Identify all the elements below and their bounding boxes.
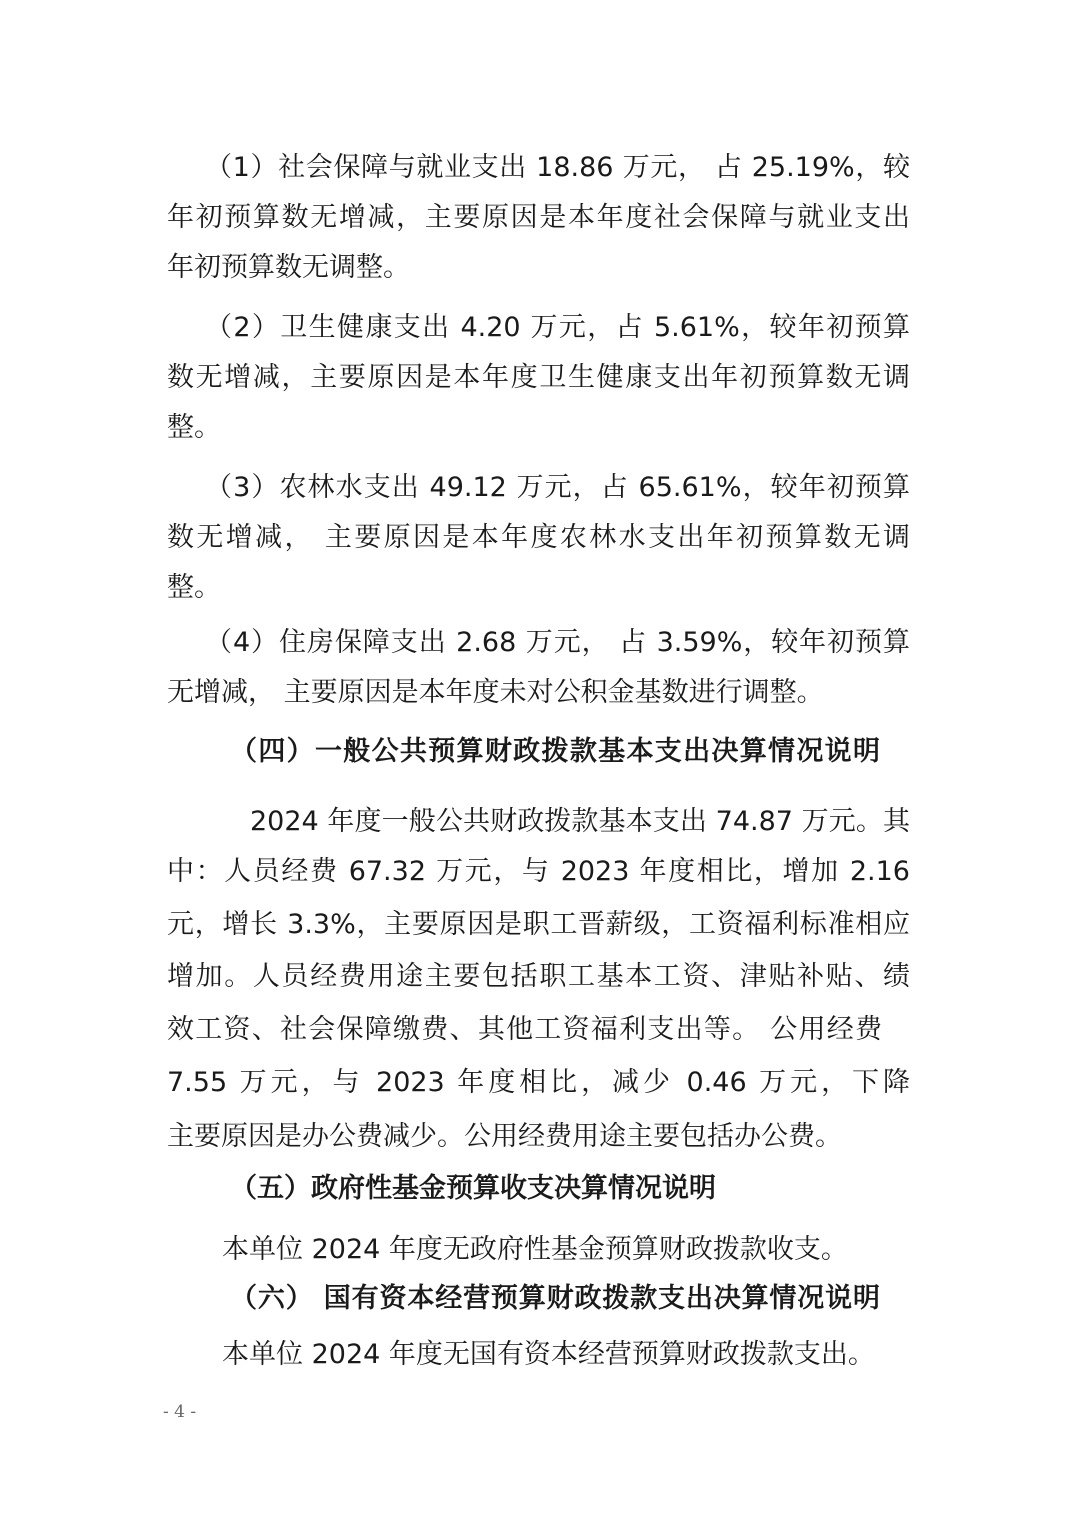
text-line: 数无增减， 主要原因是本年度农林水支出年初预算数无调 <box>167 522 910 553</box>
text-line: 无增减， 主要原因是本年度未对公积金基数进行调整。 <box>167 677 824 708</box>
text-line: 年初预算数无调整。 <box>167 252 410 283</box>
section-heading-4: （四）一般公共预算财政拨款基本支出决算情况说明 <box>230 736 880 767</box>
text-line: 7.55 万元，与 2023 年度相比，减少 0.46 万元，下降 <box>167 1067 910 1098</box>
text-line: 2024 年度一般公共财政拨款基本支出 74.87 万元。其 <box>250 806 910 837</box>
text-line: （1）社会保障与就业支出 18.86 万元， 占 25.19%，较 <box>205 152 910 183</box>
text-line: 整。 <box>167 412 221 443</box>
text-line: 元，增长 3.3%，主要原因是职工晋薪级，工资福利标准相应 <box>167 909 910 940</box>
text-line: 增加。人员经费用途主要包括职工基本工资、津贴补贴、绩 <box>167 961 910 992</box>
section-heading-5: （五）政府性基金预算收支决算情况说明 <box>230 1173 716 1204</box>
paragraph-state-capital: 本单位 2024 年度无国有资本经营预算财政拨款支出。 <box>222 1339 875 1370</box>
text-line: （2）卫生健康支出 4.20 万元，占 5.61%，较年初预算 <box>205 312 910 343</box>
text-line: （3）农林水支出 49.12 万元，占 65.61%，较年初预算 <box>205 472 910 503</box>
text-line: （4）住房保障支出 2.68 万元， 占 3.59%，较年初预算 <box>205 627 910 658</box>
paragraph-government-fund: 本单位 2024 年度无政府性基金预算财政拨款收支。 <box>222 1234 848 1265</box>
section-heading-6: （六） 国有资本经营预算财政拨款支出决算情况说明 <box>230 1283 880 1314</box>
text-line: 整。 <box>167 572 221 603</box>
text-line: 主要原因是办公费减少。公用经费用途主要包括办公费。 <box>167 1121 842 1152</box>
text-line: 效工资、社会保障缴费、其他工资福利支出等。 公用经费 <box>167 1014 882 1045</box>
text-line: 数无增减，主要原因是本年度卫生健康支出年初预算数无调 <box>167 362 910 393</box>
text-line: 年初预算数无增减，主要原因是本年度社会保障与就业支出 <box>167 202 910 233</box>
text-line: 中：人员经费 67.32 万元，与 2023 年度相比，增加 2.16 <box>167 856 910 887</box>
page-number: - 4 - <box>163 1402 197 1422</box>
